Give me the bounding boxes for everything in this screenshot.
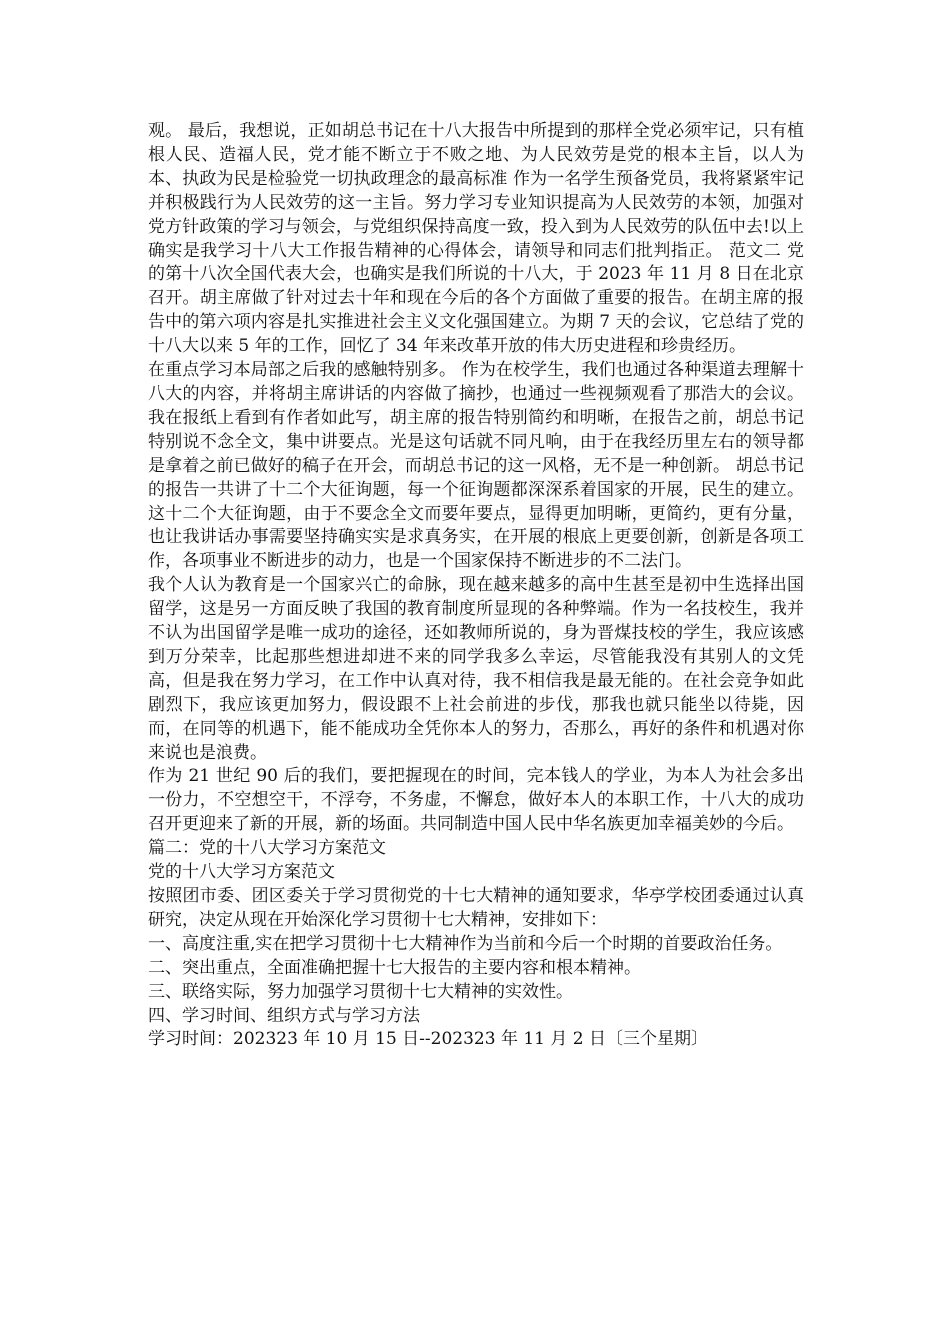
plan-item-one: 一、高度注重,实在把学习贯彻十七大精神作为当前和今后一个时期的首要政治任务。 <box>148 933 783 954</box>
paragraph-education-view: 我个人认为教育是一个国家兴亡的命脉，现在越来越多的高中生甚至是初中生选择出国留学，这是另一方面反映了我国的教育制度所显现的各种弊端。作为一名技校生，我并不认为出国留学是唯一成功的途径，还如教师所说的，身为晋煤技校的学生，我应该感到万分荣幸，比起那些想进却进不来的同学我多么幸运，尽管能我没有其别人的文凭高，但是我在努力学习，在工作中认真对待，我不相信我是最无能的。在社会竞争如此剧烈下，我应该更加努力，假设跟不上社会前进的步伐，那我也就只能坐以待毙，因而，在同等的机遇下，能不能成功全凭你本人的努力，否那么，再好的条件和机遇对你来说也是浪费。 <box>148 575 804 763</box>
document-subtitle: 党的十八大学习方案范文 <box>148 862 335 883</box>
document-body <box>148 120 804 1052</box>
plan-item-two: 二、突出重点，全面准确把握十七大报告的主要内容和根本精神。 <box>148 957 641 978</box>
paragraph-conclusion-and-fanwen-two: 观。 最后，我想说，正如胡总书记在十八大报告中所提到的那样全党必须牢记，只有植根人民、造福人民，党才能不断立于不败之地、为人民效劳是党的根本主旨，以人为本、执政为民是检验党一切执政理念的最高标准 作为一名学生预备党员，我将紧紧牢记并积极践行为人民效劳的这一主旨。努力学习专业知识提高为人民效劳的本领，加强对党方针政策的学习与领会，与党组织保持高度一致，投入到为人民效劳的队伍中去!以上确实是我学习十八大工作报告精神的心得体会，请领导和同志们批判指正。 范文二 党的第十八次全国代表大会，也确实是我们所说的十八大，于 2023 年 11 月 8 日在北京召开。胡主席做了针对过去十年和现在今后的各个方面做了重要的报告。在胡主席的报告中的第六项内容是扎实推进社会主义文化强国建立。为期 7 天的会议，它总结了党的十八大以来 5 年的工作，回忆了 34 年来改革开放的伟大历史进程和珍贵经历。 <box>148 121 804 357</box>
paragraph-post-90s-generation: 作为 21 世纪 90 后的我们，要把握现在的时间，完本钱人的学业，为本人为社会多出一份力，不空想空干，不浮夸，不务虚，不懈怠，做好本人的本职工作，十八大的成功召开更迎来了新的开展，新的场面。共同制造中国人民中华名族更加幸福美妙的今后。 <box>148 766 804 835</box>
paragraph-study-impressions: 在重点学习本局部之后我的感触特别多。 作为在校学生，我们也通过各种渠道去理解十八大的内容，并将胡主席讲话的内容做了摘抄，也通过一些视频观看了那浩大的会议。我在报纸上看到有作者如此写，胡主席的报告特别简约和明晰，在报告之前，胡总书记特别说不念全文，集中讲要点。光是这句话就不同凡响，由于在我经历里左右的领导都是拿着之前已做好的稿子在开会，而胡总书记的这一风格，无不是一种创新。 胡总书记的报告一共讲了十二个大征询题，每一个征询题都深深系着国家的开展，民生的建立。这十二个大征询题，由于不要念全文而要年要点，显得更加明晰，更简约，更有分量，也让我讲话办事需要坚持确实实是求真务实，在开展的根底上更要创新，创新是各项工作，各项事业不断进步的动力，也是一个国家保持不断进步的不二法门。 <box>148 360 804 572</box>
paragraph-plan-intro: 按照团市委、团区委关于学习贯彻党的十七大精神的通知要求，华亭学校团委通过认真研究，决定从现在开始深化学习贯彻十七大精神，安排如下： <box>148 886 804 930</box>
section-heading-part-two: 篇二：党的十八大学习方案范文 <box>148 838 386 859</box>
plan-item-four: 四、学习时间、组织方式与学习方法 <box>148 1005 420 1026</box>
plan-item-three: 三、联络实际，努力加强学习贯彻十七大精神的实效性。 <box>148 981 573 1002</box>
study-time-line: 学习时间：202323 年 10 月 15 日--202323 年 11 月 2 日〔三个星期〕 <box>148 1029 709 1050</box>
